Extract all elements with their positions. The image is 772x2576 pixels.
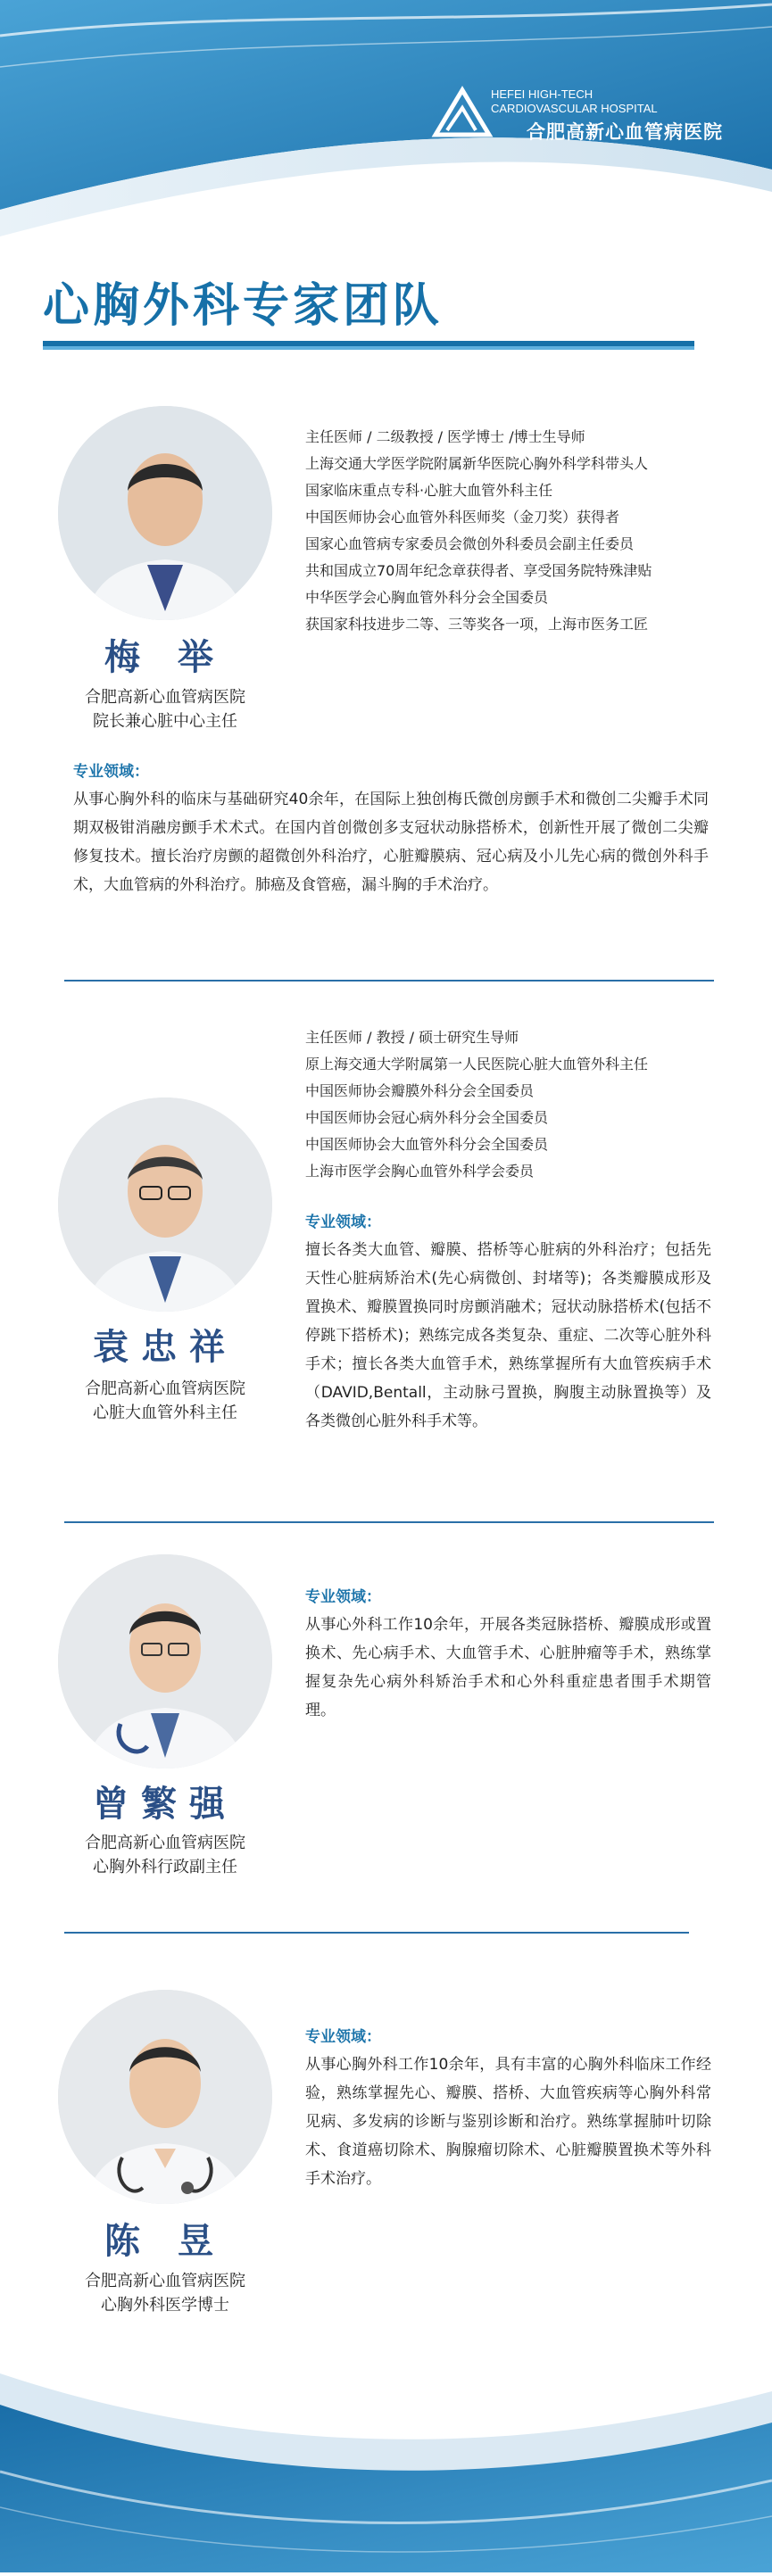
doctor-position: 院长兼心脏中心主任 xyxy=(93,712,237,731)
credential-line: 共和国成立70周年纪念章获得者、享受国务院特殊津贴 xyxy=(305,562,652,579)
doctor-portrait-icon xyxy=(58,1097,272,1312)
doctor-photo-2 xyxy=(58,1097,272,1312)
hospital-name: 合肥高新心血管病医院 xyxy=(85,688,245,707)
field-text-1: 从事心胸外科的临床与基础研究40余年，在国际上独创梅氏微创房颤手术和微创二尖瓣手术同期双极钳消融房颤手术术式。在国内首创微创多支冠状动脉搭桥术，创新性开展了微创二尖瓣修复技术。擅长治疗房颤的超微创外科治疗，心脏瓣膜病、冠心病及小儿先心病的微创外科手术，大血管病的外科治疗。肺癌及食管癌，漏斗胸的手术治疗。 xyxy=(73,791,709,894)
credential-line: 获国家科技进步二等、三等奖各一项，上海市医务工匠 xyxy=(305,616,649,633)
doctor-hospital-3 xyxy=(31,1831,299,1879)
logo-en-line1: HEFEI HIGH-TECH xyxy=(491,87,594,101)
mountain-triangle-logo-icon xyxy=(431,86,494,139)
doctor-photo-1 xyxy=(58,406,272,620)
doctor-credentials-2 xyxy=(305,1024,734,1185)
doctor-position: 心胸外科医学博士 xyxy=(101,2296,229,2315)
field-text-3: 从事心外科工作10余年，开展各类冠脉搭桥、瓣膜成形或置换术、先心病手术、大血管手术、心脏肿瘤等手术，熟练掌握复杂先心病外科矫治手术和心外科重症患者围手术期管理。 xyxy=(305,1616,711,1719)
doctor-name-1: 梅 举 xyxy=(104,636,226,678)
credential-line: 主任医师 / 教授 / 硕士研究生导师 xyxy=(305,1029,519,1046)
doctor-portrait-icon xyxy=(58,1990,272,2204)
credential-line: 中国医师协会瓣膜外科分会全国委员 xyxy=(305,1082,535,1099)
page-title: 心胸外科专家团队 xyxy=(43,278,444,333)
credential-line: 上海交通大学医学院附属新华医院心胸外科学科带头人 xyxy=(305,455,649,472)
doctor-portrait-icon xyxy=(58,1554,272,1768)
credential-line: 国家临床重点专科·心脏大血管外科主任 xyxy=(305,482,553,499)
field-label-4: 专业领域： xyxy=(305,2028,381,2046)
footer-banner xyxy=(0,2338,772,2572)
footer-wave-graphic xyxy=(0,2338,772,2572)
title-underline xyxy=(43,341,694,350)
doctor-name-4: 陈 昱 xyxy=(104,2220,226,2262)
doctor-position: 心胸外科行政副主任 xyxy=(93,1858,237,1876)
logo-chinese: 合肥高新心血管病医院 xyxy=(527,121,723,143)
hospital-name: 合肥高新心血管病医院 xyxy=(85,1379,245,1398)
field-text-2: 擅长各类大血管、瓣膜、搭桥等心脏病的外科治疗；包括先天性心脏病矫治术(先心病微创、封堵等)；各类瓣膜成形及置换术、瓣膜置换同时房颤消融术；冠状动脉搭桥术(包括不停跳下搭桥术)；熟练完成各类复杂、重症、二次等心脏外科手术；擅长各类大血管手术，熟练掌握所有大血管疾病手术（DAVID,Bentall，主动脉弓置换，胸腹主动脉置换等）及各类微创心脏外科手术等。 xyxy=(305,1241,711,1430)
section-divider xyxy=(64,980,714,982)
section-divider xyxy=(64,1521,714,1523)
credential-line: 原上海交通大学附属第一人民医院心脏大血管外科主任 xyxy=(305,1056,649,1073)
credential-line: 主任医师 / 二级教授 / 医学博士 /博士生导师 xyxy=(305,428,585,445)
logo-en-line2: CARDIOVASCULAR HOSPITAL xyxy=(491,102,658,115)
credential-line: 国家心血管病专家委员会微创外科委员会副主任委员 xyxy=(305,535,635,552)
field-text-4: 从事心胸外科工作10余年，具有丰富的心胸外科临床工作经验，熟练掌握先心、瓣膜、搭桥、大血管疾病等心胸外科常见病、多发病的诊断与鉴别诊断和治疗。熟练掌握肺叶切除术、食道癌切除术、胸腺瘤切除术、心脏瓣膜置换术等外科手术治疗。 xyxy=(305,2056,711,2188)
credential-line: 中华医学会心胸血管外科分会全国委员 xyxy=(305,589,549,606)
doctor-hospital-2 xyxy=(31,1377,299,1425)
section-divider xyxy=(64,1932,689,1934)
doctor-name-2: 袁忠祥 xyxy=(93,1326,237,1368)
doctor-hospital-1 xyxy=(31,685,299,733)
credential-line: 中国医师协会心血管外科医师奖（金刀奖）获得者 xyxy=(305,509,620,526)
doctor-photo-4 xyxy=(58,1990,272,2204)
credential-line: 上海市医学会胸心血管外科学会委员 xyxy=(305,1163,535,1180)
doctor-position: 心脏大血管外科主任 xyxy=(93,1404,237,1422)
doctor-photo-3 xyxy=(58,1554,272,1768)
credential-line: 中国医师协会大血管外科分会全国委员 xyxy=(305,1136,549,1153)
logo-english xyxy=(491,87,723,116)
hospital-name: 合肥高新心血管病医院 xyxy=(85,1834,245,1852)
doctor-portrait-icon xyxy=(58,406,272,620)
field-label-1: 专业领域： xyxy=(73,763,149,781)
doctor-name-3: 曾繁强 xyxy=(93,1783,237,1825)
doctor-credentials-1 xyxy=(305,424,734,638)
credential-line: 中国医师协会冠心病外科分会全国委员 xyxy=(305,1109,549,1126)
hospital-name: 合肥高新心血管病医院 xyxy=(85,2272,245,2290)
doctor-hospital-4 xyxy=(31,2269,299,2317)
field-label-2: 专业领域： xyxy=(305,1213,381,1231)
field-label-3: 专业领域： xyxy=(305,1588,381,1606)
